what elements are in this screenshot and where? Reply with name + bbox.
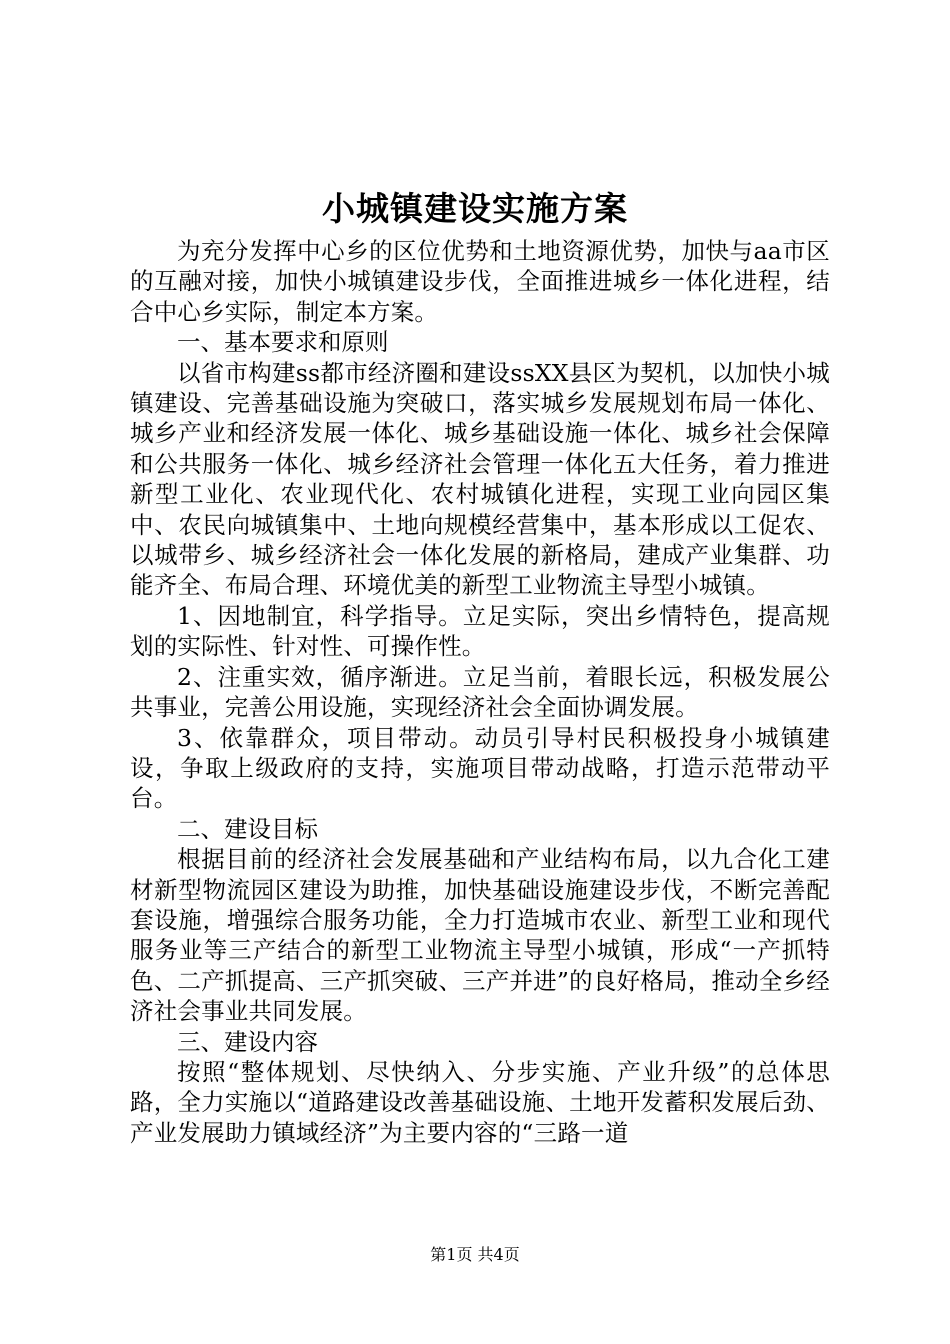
section-heading-3: 三、建设内容 xyxy=(177,1027,318,1056)
section-heading-2: 二、建设目标 xyxy=(177,814,318,843)
paragraph-item-1: 1、因地制宜，科学指导。立足实际，突出乡情特色，提高规划的实际性、针对性、可操作性。 xyxy=(130,601,830,661)
paragraph-principles: 以省市构建ss都市经济圈和建设ssXX县区为契机，以加快小城镇建设、完善基础设施为突破口，落实城乡发展规划布局一体化、城乡产业和经济发展一体化、城乡基础设施一体化、城乡社会保障和公共服务一体化、城乡经济社会管理一体化五大任务，着力推进新型工业化、农业现代化、农村城镇化进程，实现工业向园区集中、农民向城镇集中、土地向规模经营集中，基本形成以工促农、以城带乡、城乡经济社会一体化发展的新格局，建成产业集群、功能齐全、布局合理、环境优美的新型工业物流主导型小城镇。 xyxy=(130,358,830,600)
page-footer: 第1页 共4页 xyxy=(430,1245,520,1264)
paragraph-content: 按照“整体规划、尽快纳入、分步实施、产业升级”的总体思路，全力实施以“道路建设改善基础设施、土地开发蓄积发展后劲、产业发展助力镇域经济”为主要内容的“三路一道 xyxy=(130,1057,830,1147)
section-heading-1: 一、基本要求和原则 xyxy=(177,328,389,357)
document-title: 小城镇建设实施方案 xyxy=(322,189,628,228)
paragraph-item-3: 3、依靠群众，项目带动。动员引导村民积极投身小城镇建设，争取上级政府的支持，实施项目带动战略，打造示范带动平台。 xyxy=(130,723,830,813)
document-body xyxy=(130,236,830,1148)
paragraph-intro: 为充分发挥中心乡的区位优势和土地资源优势，加快与aa市区的互融对接，加快小城镇建设步伐，全面推进城乡一体化进程，结合中心乡实际，制定本方案。 xyxy=(130,237,830,326)
paragraph-goals: 根据目前的经济社会发展基础和产业结构布局，以九合化工建材新型物流园区建设为助推，加快基础设施建设步伐，不断完善配套设施，增强综合服务功能，全力打造城市农业、新型工业和现代服务业等三产结合的新型工业物流主导型小城镇，形成“一产抓特色、二产抓提高、三产抓突破、三产并进”的良好格局，推动全乡经济社会事业共同发展。 xyxy=(130,845,830,1026)
paragraph-item-2: 2、注重实效，循序渐进。立足当前，着眼长远，积极发展公共事业，完善公用设施，实现经济社会全面协调发展。 xyxy=(130,662,830,722)
